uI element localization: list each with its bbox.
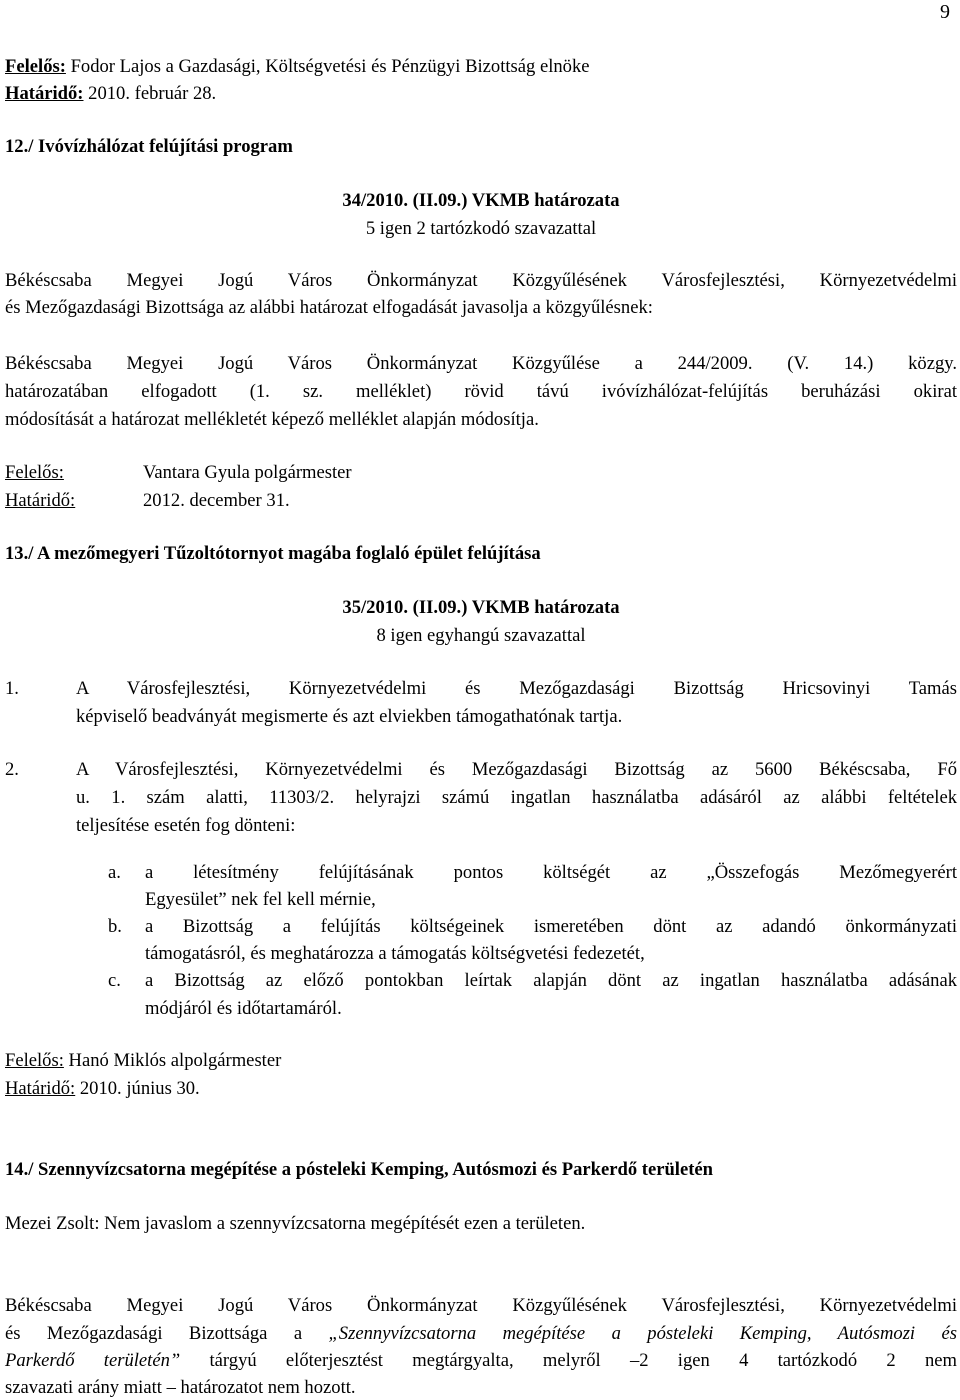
section-13-vote: 8 igen egyhangú szavazattal — [376, 625, 586, 646]
section-13-deadline: Határidő: 2010. június 30. — [5, 1078, 200, 1099]
header-responsible: Felelős: Fodor Lajos a Gazdasági, Költségvetési és Pénzügyi Bizottság elnöke — [5, 56, 590, 77]
subitem-letter: c. — [108, 970, 121, 991]
item-2-line: A Városfejlesztési, Környezetvédelmi és Mezőgazdasági Bizottság az 5600 Békéscsaba, Fő — [76, 759, 957, 780]
subitem-c-line: módjáról és időtartamáról. — [145, 998, 342, 1019]
item-1-line: A Városfejlesztési, Környezetvédelmi és Mezőgazdasági Bizottság Hricsovinyi Tamás — [76, 678, 957, 699]
section-13-resolution: 35/2010. (II.09.) VKMB határozata — [342, 597, 620, 618]
section-12-para2-line: határozatában elfogadott (1. sz. melléklet) rövid távú ivóvízhálózat-felújítás beruházási okirat — [5, 381, 957, 402]
item-2-line: u. 1. szám alatti, 11303/2. helyrajzi számú ingatlan használatba adásáról az alábbi feltételek — [76, 787, 957, 808]
section-14-para-line: Parkerdő területén” tárgyú előterjesztést megtárgyalta, melyről –2 igen 4 tartózkodó 2 nem — [5, 1350, 957, 1371]
section-14-para-line: szavazati arány miatt – határozatot nem hozott. — [5, 1377, 356, 1398]
page-number: 9 — [940, 1, 950, 23]
subitem-letter: a. — [108, 862, 121, 883]
section-12-para2-line: Békéscsaba Megyei Jogú Város Önkormányzat Közgyűlése a 244/2009. (V. 14.) közgy. — [5, 353, 957, 374]
section-12-para2-line: módosítását a határozat mellékletét képező melléklet alapján módosítja. — [5, 409, 539, 430]
item-2-line: teljesítése esetén fog dönteni: — [76, 815, 296, 836]
subitem-a-line: Egyesület” nek fel kell mérnie, — [145, 889, 376, 910]
item-1-line: képviselő beadványát megismerte és azt elviekben támogathatónak tartja. — [76, 706, 623, 727]
section-12-vote: 5 igen 2 tartózkodó szavazattal — [365, 218, 597, 239]
section-13-title: 13./ A mezőmegyeri Tűzoltótornyot magába foglaló épület felújítása — [5, 543, 541, 564]
section-12-deadline: Határidő: 2012. december 31. — [5, 490, 290, 511]
section-12-resolution: 34/2010. (II.09.) VKMB határozata — [342, 190, 620, 211]
subitem-c-line: a Bizottság az előző pontokban leírtak alapján dönt az ingatlan használatba adásának — [145, 970, 957, 991]
subitem-a-line: a létesítmény felújításának pontos költségét az „Összefogás Mezőmegyerért — [145, 862, 957, 883]
section-14-para-line: és Mezőgazdasági Bizottsága a „Szennyvízcsatorna megépítése a pósteleki Kemping, Autósmozi és — [5, 1323, 957, 1344]
section-13-responsible: Felelős: Hanó Miklós alpolgármester — [5, 1050, 282, 1071]
section-12-para1-line: Békéscsaba Megyei Jogú Város Önkormányzat Közgyűlésének Városfejlesztési, Környezetvédelmi — [5, 270, 957, 291]
item-number: 2. — [5, 759, 19, 780]
section-12-responsible: Felelős: Vantara Gyula polgármester — [5, 462, 352, 483]
section-14-statement: Mezei Zsolt: Nem javaslom a szennyvízcsatorna megépítését ezen a területen. — [5, 1213, 586, 1234]
subitem-letter: b. — [108, 916, 122, 937]
section-14-title: 14./ Szennyvízcsatorna megépítése a pósteleki Kemping, Autósmozi és Parkerdő területén — [5, 1159, 714, 1180]
header-deadline: Határidő: 2010. február 28. — [5, 83, 217, 104]
section-14-para-line: Békéscsaba Megyei Jogú Város Önkormányzat Közgyűlésének Városfejlesztési, Környezetvédelmi — [5, 1295, 957, 1316]
item-number: 1. — [5, 678, 19, 699]
section-12-title: 12./ Ivóvízhálózat felújítási program — [5, 136, 293, 157]
subitem-b-line: támogatásról, és meghatározza a támogatás költségvetési fedezetét, — [145, 943, 645, 964]
section-12-para1-line: és Mezőgazdasági Bizottsága az alábbi határozat elfogadását javasolja a közgyűlésnek: — [5, 297, 653, 318]
subitem-b-line: a Bizottság a felújítás költségeinek ismeretében dönt az adandó önkormányzati — [145, 916, 957, 937]
